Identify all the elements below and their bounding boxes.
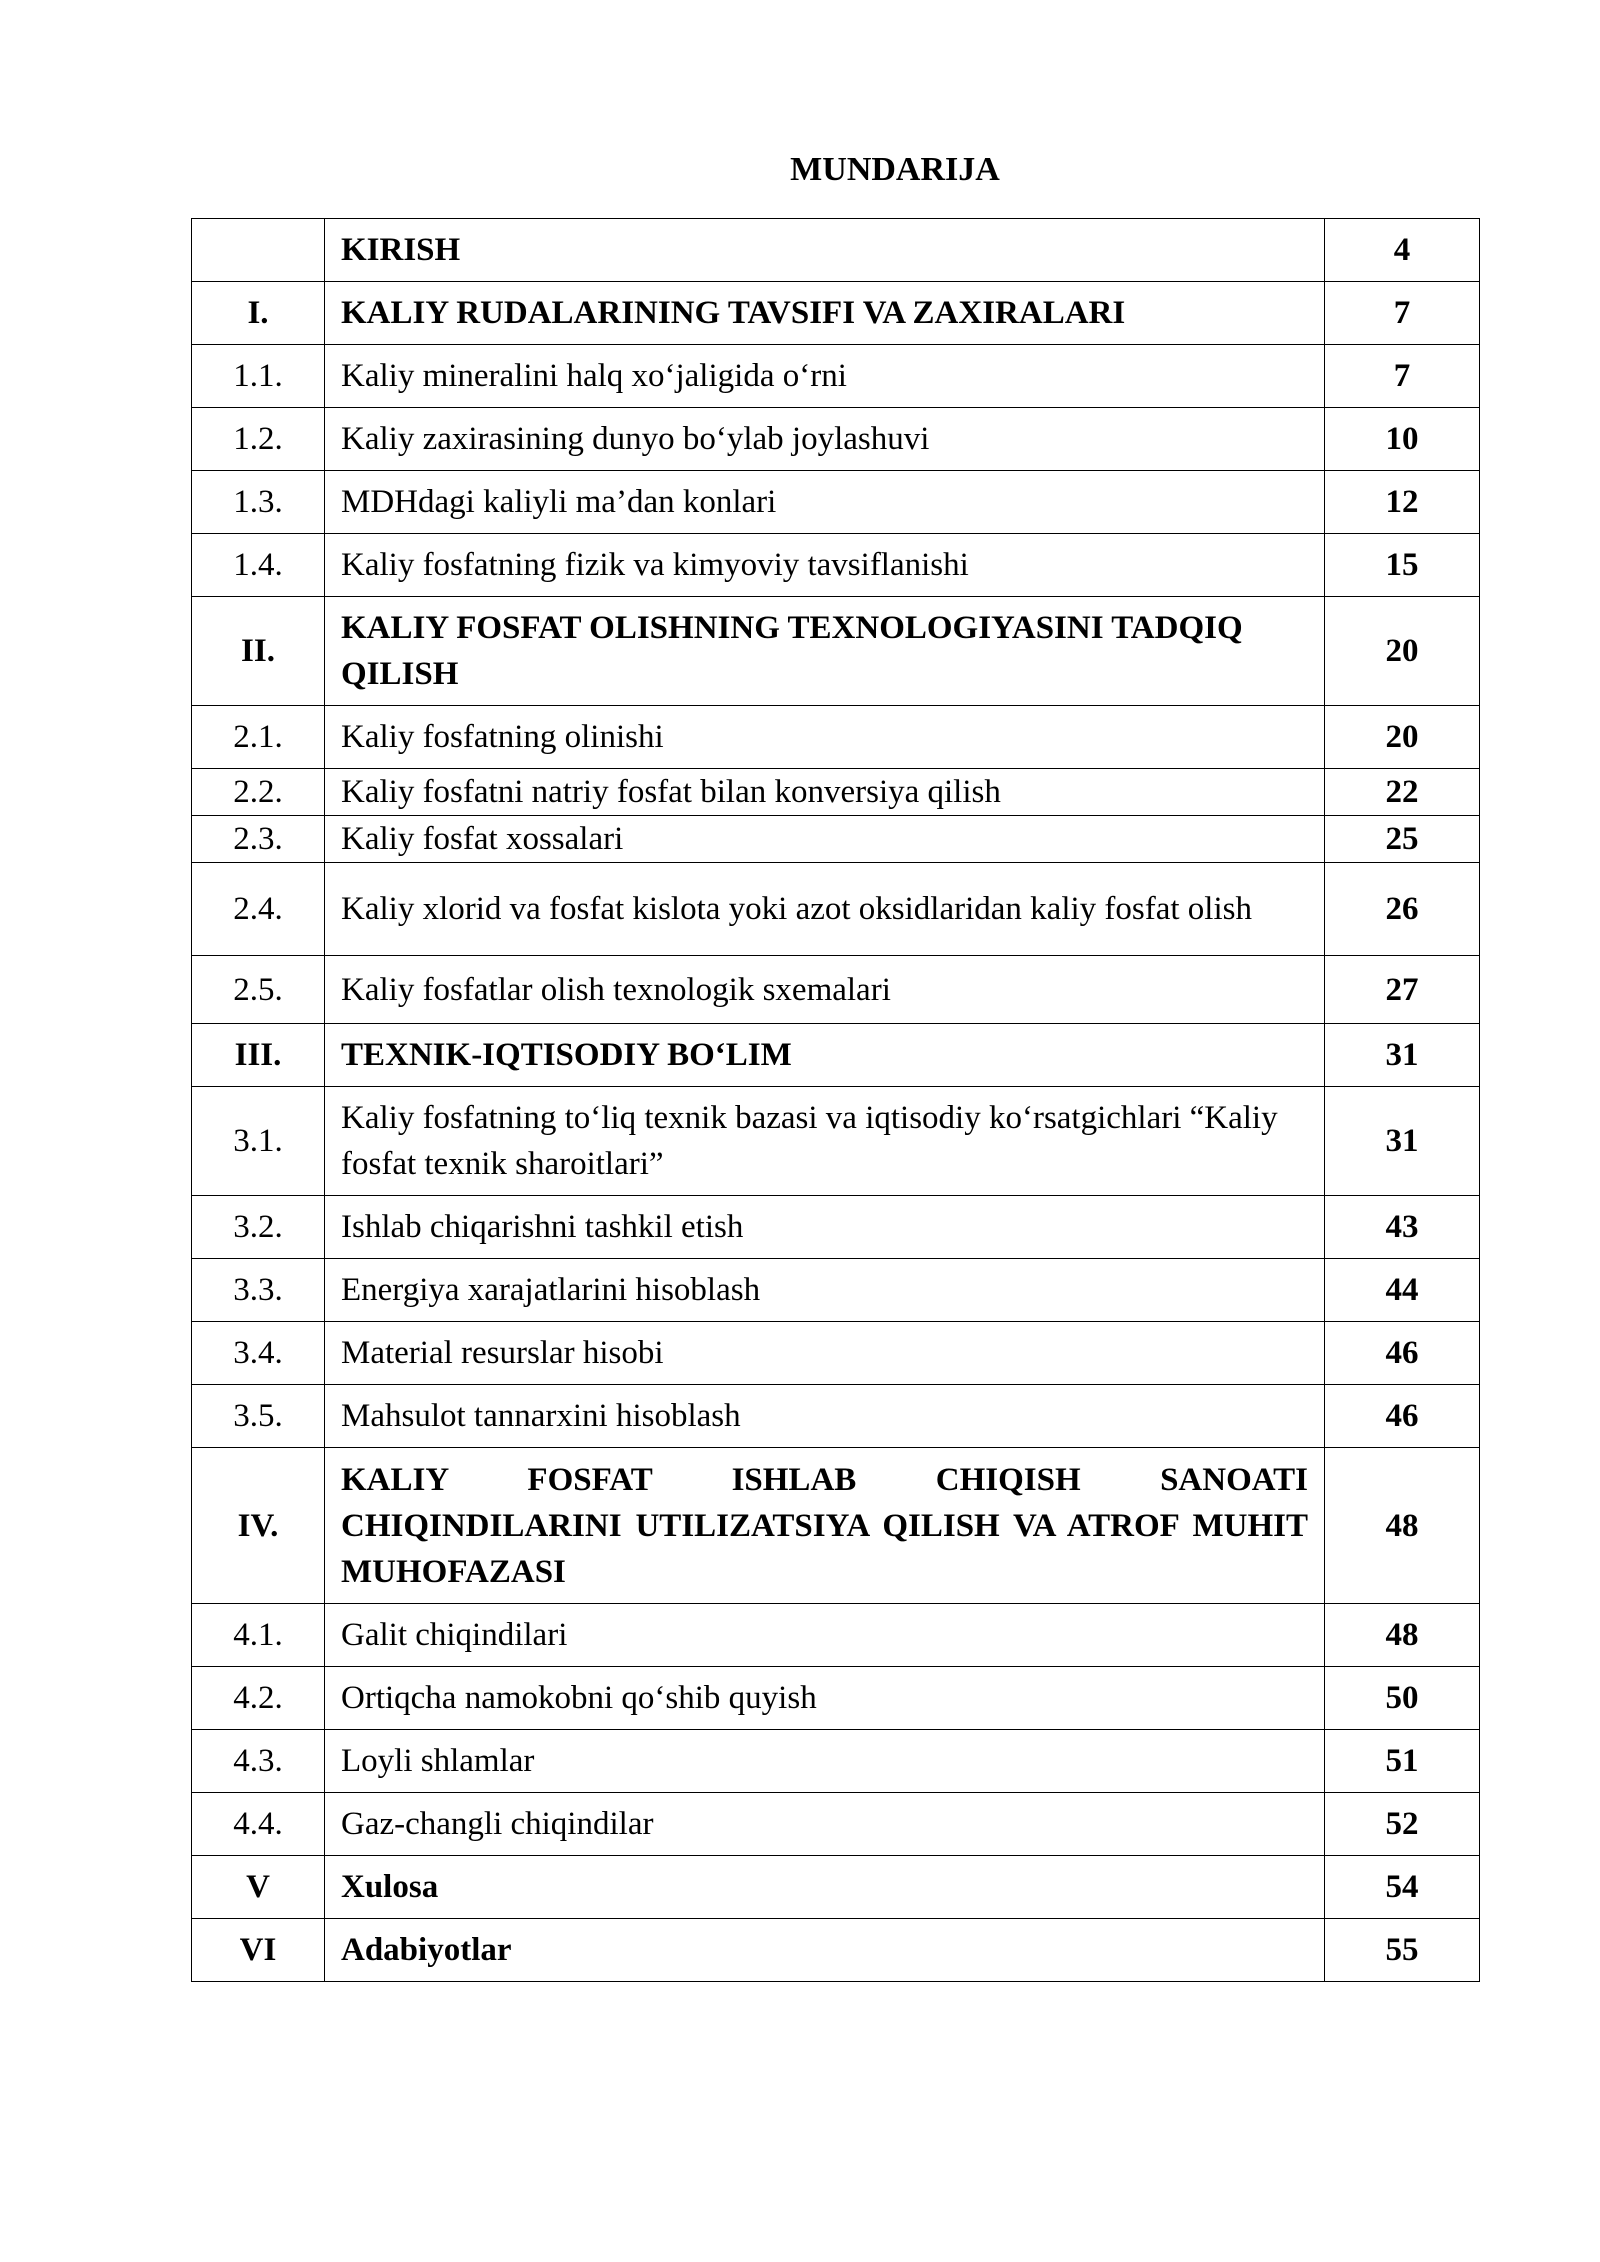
page-number: 12 <box>1325 471 1480 534</box>
page-number: 7 <box>1325 282 1480 345</box>
page-number: 20 <box>1325 706 1480 769</box>
section-title: Kaliy fosfatlar olish texnologik sxemalari <box>325 956 1325 1024</box>
page-number: 4 <box>1325 219 1480 282</box>
toc-row <box>192 706 1480 769</box>
page-number: 15 <box>1325 534 1480 597</box>
page-number: 48 <box>1325 1604 1480 1667</box>
page-number: 27 <box>1325 956 1480 1024</box>
section-title: TEXNIK-IQTISODIY BO‘LIM <box>325 1024 1325 1087</box>
page-number: 25 <box>1325 816 1480 863</box>
section-number: 3.3. <box>192 1259 325 1322</box>
section-number: 1.2. <box>192 408 325 471</box>
page-number: 22 <box>1325 769 1480 816</box>
section-number: 4.4. <box>192 1793 325 1856</box>
section-title: KALIY RUDALARINING TAVSIFI VA ZAXIRALARI <box>325 282 1325 345</box>
page-number: 20 <box>1325 597 1480 706</box>
toc-row <box>192 1385 1480 1448</box>
section-title: Kaliy zaxirasining dunyo bo‘ylab joylashuvi <box>325 408 1325 471</box>
page-number: 26 <box>1325 863 1480 956</box>
toc-row <box>192 1087 1480 1196</box>
toc-row <box>192 1024 1480 1087</box>
section-title: Kaliy fosfat xossalari <box>325 816 1325 863</box>
page-number: 43 <box>1325 1196 1480 1259</box>
section-title: Material resurslar hisobi <box>325 1322 1325 1385</box>
toc-body <box>192 219 1480 1982</box>
toc-row <box>192 1604 1480 1667</box>
toc-row <box>192 471 1480 534</box>
section-number: I. <box>192 282 325 345</box>
section-number <box>192 219 325 282</box>
toc-row <box>192 1322 1480 1385</box>
page-number: 46 <box>1325 1322 1480 1385</box>
page-number: 31 <box>1325 1024 1480 1087</box>
section-number: 1.4. <box>192 534 325 597</box>
page-title: MUNDARIJA <box>790 151 1000 188</box>
page-number: 48 <box>1325 1448 1480 1604</box>
section-title: Xulosa <box>325 1856 1325 1919</box>
page-number: 44 <box>1325 1259 1480 1322</box>
section-number: 2.4. <box>192 863 325 956</box>
section-number: V <box>192 1856 325 1919</box>
section-title: Mahsulot tannarxini hisoblash <box>325 1385 1325 1448</box>
toc-row <box>192 769 1480 816</box>
toc-row <box>192 863 1480 956</box>
page-number: 46 <box>1325 1385 1480 1448</box>
section-number: 1.1. <box>192 345 325 408</box>
section-number: 2.1. <box>192 706 325 769</box>
toc-row <box>192 1793 1480 1856</box>
toc-row <box>192 1919 1480 1982</box>
section-number: VI <box>192 1919 325 1982</box>
page-number: 7 <box>1325 345 1480 408</box>
page-number: 51 <box>1325 1730 1480 1793</box>
page-number: 10 <box>1325 408 1480 471</box>
section-title: MDHdagi kaliyli ma’dan konlari <box>325 471 1325 534</box>
section-title: Ortiqcha namokobni qo‘shib quyish <box>325 1667 1325 1730</box>
section-number: II. <box>192 597 325 706</box>
toc-row <box>192 1259 1480 1322</box>
section-number: 4.3. <box>192 1730 325 1793</box>
section-number: 3.2. <box>192 1196 325 1259</box>
section-title: Gaz-changli chiqindilar <box>325 1793 1325 1856</box>
section-number: 3.5. <box>192 1385 325 1448</box>
page-number: 52 <box>1325 1793 1480 1856</box>
toc-row <box>192 1856 1480 1919</box>
section-number: IV. <box>192 1448 325 1604</box>
toc-row <box>192 1730 1480 1793</box>
section-title: Kaliy fosfatni natriy fosfat bilan konversiya qilish <box>325 769 1325 816</box>
section-title: Kaliy xlorid va fosfat kislota yoki azot oksidlaridan kaliy fosfat olish <box>325 863 1325 956</box>
section-number: III. <box>192 1024 325 1087</box>
toc-row <box>192 408 1480 471</box>
toc-row <box>192 1448 1480 1604</box>
page-number: 55 <box>1325 1919 1480 1982</box>
section-title: Kaliy fosfatning olinishi <box>325 706 1325 769</box>
toc-row <box>192 597 1480 706</box>
page-number: 54 <box>1325 1856 1480 1919</box>
page-number: 50 <box>1325 1667 1480 1730</box>
section-title: Kaliy fosfatning to‘liq texnik bazasi va iqtisodiy ko‘rsatgichlari “Kaliy fosfat texnik sharoitlari” <box>325 1087 1325 1196</box>
section-title: Loyli shlamlar <box>325 1730 1325 1793</box>
toc-row <box>192 282 1480 345</box>
section-number: 3.1. <box>192 1087 325 1196</box>
section-title: Kaliy fosfatning fizik va kimyoviy tavsiflanishi <box>325 534 1325 597</box>
toc-row <box>192 534 1480 597</box>
toc-row <box>192 816 1480 863</box>
section-title: Galit chiqindilari <box>325 1604 1325 1667</box>
section-number: 3.4. <box>192 1322 325 1385</box>
toc-row <box>192 345 1480 408</box>
section-title: Kaliy mineralini halq xo‘jaligida o‘rni <box>325 345 1325 408</box>
toc-row <box>192 219 1480 282</box>
section-title: Adabiyotlar <box>325 1919 1325 1982</box>
section-title: KALIY FOSFAT ISHLAB CHIQISH SANOATI CHIQINDILARINI UTILIZATSIYA QILISH VA ATROF MUHIT MUHOFAZASI <box>325 1448 1325 1604</box>
section-number: 2.2. <box>192 769 325 816</box>
section-title: KIRISH <box>325 219 1325 282</box>
section-number: 4.2. <box>192 1667 325 1730</box>
toc-row <box>192 956 1480 1024</box>
table-of-contents <box>191 218 1480 1982</box>
toc-row <box>192 1196 1480 1259</box>
section-number: 1.3. <box>192 471 325 534</box>
section-number: 2.3. <box>192 816 325 863</box>
toc-row <box>192 1667 1480 1730</box>
section-number: 2.5. <box>192 956 325 1024</box>
section-title: KALIY FOSFAT OLISHNING TEXNOLOGIYASINI TADQIQ QILISH <box>325 597 1325 706</box>
section-title: Energiya xarajatlarini hisoblash <box>325 1259 1325 1322</box>
page-number: 31 <box>1325 1087 1480 1196</box>
section-title: Ishlab chiqarishni tashkil etish <box>325 1196 1325 1259</box>
section-number: 4.1. <box>192 1604 325 1667</box>
